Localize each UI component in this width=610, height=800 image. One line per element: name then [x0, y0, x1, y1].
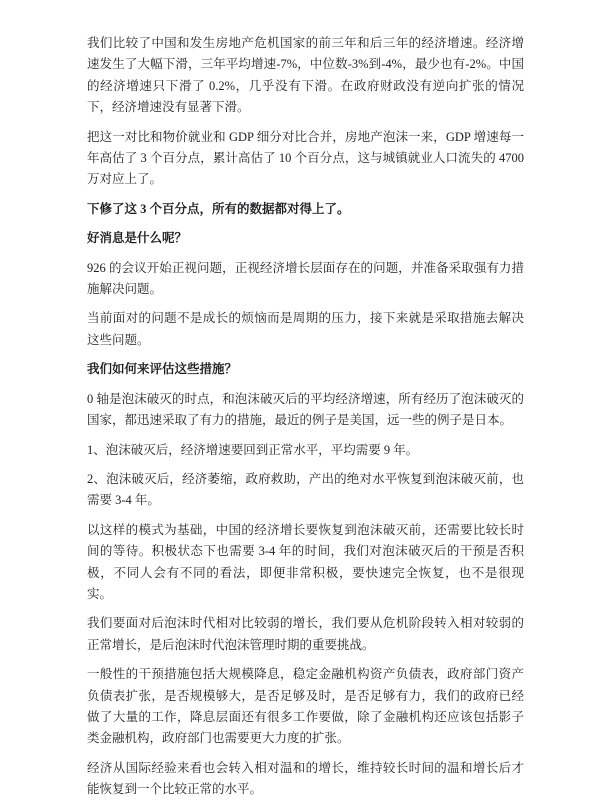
heading-paragraph: 好消息是什么呢？ [87, 231, 188, 246]
body-paragraph: 一般性的干预措施包括大规模降息，稳定金融机构资产负债表，政府部门资产负债表扩张，是否规模够大，是否足够及时，是否足够有力，我们的政府已经做了大量的工作，降息层面还有很多工作要做，除了金融机构还应该包括影子类金融机构，政府部门也需要更大力度的扩张。 [87, 667, 524, 746]
body-paragraph: 当前面对的问题不是成长的烦恼而是周期的压力，接下来就是采取措施去解决这些问题。 [87, 311, 524, 347]
body-paragraph: 1、泡沫破灭后，经济增速要回到正常水平，平均需要 9 年。 [87, 442, 419, 457]
body-paragraph: 2、泡沫破灭后，经济萎缩，政府救助，产出的绝对水平恢复到泡沫破灭前，也需要 3-4 年。 [87, 471, 524, 508]
body-paragraph: 我们比较了中国和发生房地产危机国家的前三年和后三年的经济增速。经济增速发生了大幅下滑，三年平均增速-7%，中位数-3%到-4%，最少也有-2%。中国的经济增速只下滑了 0.2%，几乎没有下滑。在政府财政没有逆向扩张的情况下，经济增速没有显著下滑。 [87, 36, 524, 115]
body-paragraph: 以这样的模式为基础，中国的经济增长要恢复到泡沫破灭前，还需要比较长时间的等待。积极状态下也需要 3-4 年的时间，我们对泡沫破灭后的干预是否积极，不同人会有不同的看法，即便非常积极，要快速完全恢复，也不是很现实。 [87, 522, 524, 601]
heading-paragraph: 下修了这 3 个百分点，所有的数据都对得上了。 [87, 201, 350, 216]
body-paragraph: 926 的会议开始正视问题，正视经济增长层面存在的问题，并准备采取强有力措施解决问题。 [87, 260, 524, 297]
body-paragraph: 0 轴是泡沫破灭的时点，和泡沫破灭后的平均经济增速，所有经历了泡沫破灭的国家，都迅速采取了有力的措施，最近的例子是美国，远一些的例子是日本。 [87, 391, 524, 428]
body-paragraph: 经济从国际经验来看也会转入相对温和的增长，维持较长时间的温和增长后才能恢复到一个比较正常的水平。 [87, 760, 524, 797]
body-paragraph: 把这一对比和物价就业和 GDP 细分对比合并，房地产泡沫一来，GDP 增速每一年高估了 3 个百分点，累计高估了 10 个百分点，这与城镇就业人口流失的 4700 万对应上了。 [87, 129, 524, 187]
heading-paragraph: 我们如何来评估这些措施？ [87, 362, 238, 377]
body-paragraph: 我们要面对后泡沫时代相对比较弱的增长，我们要从危机阶段转入相对较弱的正常增长，是后泡沫时代泡沫管理时期的重要挑战。 [87, 616, 524, 652]
